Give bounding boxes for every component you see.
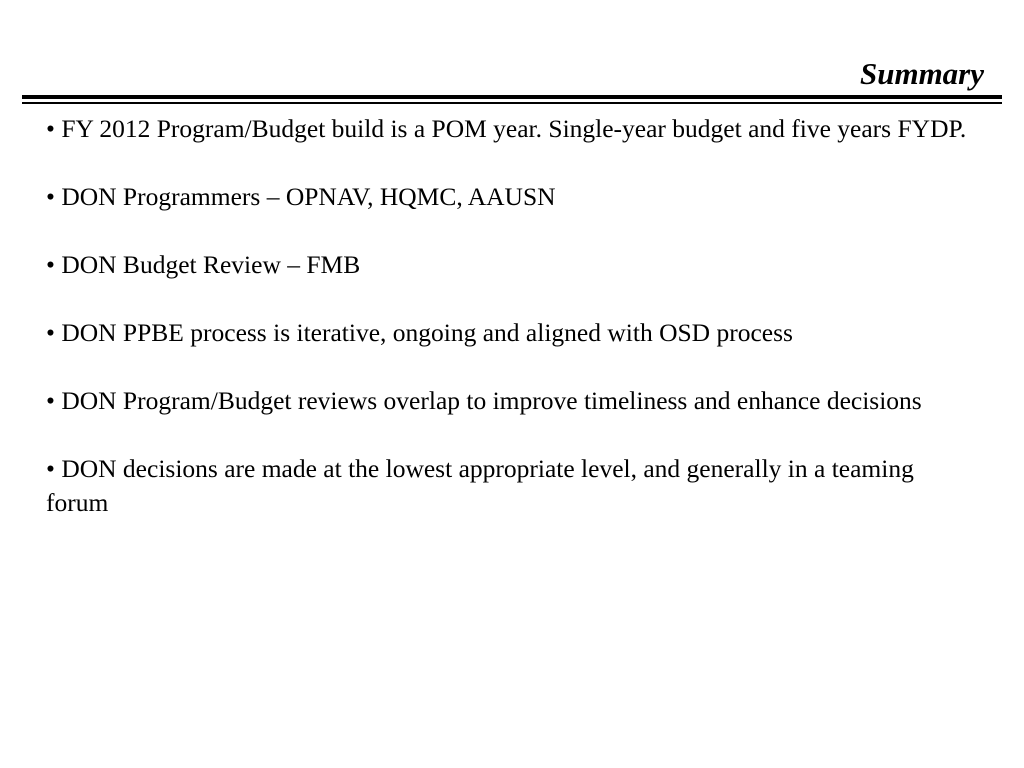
bullet-marker: •	[46, 318, 55, 347]
bullet-marker: •	[46, 182, 55, 211]
bullet-item	[46, 180, 976, 214]
bullet-item	[46, 452, 976, 520]
bullet-marker: •	[46, 386, 55, 415]
bullet-item	[46, 112, 976, 146]
bullet-list	[46, 112, 976, 520]
bullet-item	[46, 384, 976, 418]
bullet-marker: •	[46, 114, 55, 143]
bullet-text: DON Budget Review – FMB	[61, 250, 361, 279]
slide-title: Summary	[859, 56, 984, 91]
bullet-marker: •	[46, 454, 55, 483]
title-divider-thick	[22, 95, 1002, 99]
bullet-marker: •	[46, 250, 55, 279]
bullet-text: DON Programmers – OPNAV, HQMC, AAUSN	[61, 182, 556, 211]
title-divider-thin	[22, 102, 1002, 104]
bullet-text: DON decisions are made at the lowest appropriate level, and generally in a teaming forum	[46, 454, 914, 517]
bullet-text: DON PPBE process is iterative, ongoing and aligned with OSD process	[61, 318, 793, 347]
bullet-text: FY 2012 Program/Budget build is a POM year. Single-year budget and five years FYDP.	[61, 114, 967, 143]
bullet-item	[46, 316, 976, 350]
bullet-text: DON Program/Budget reviews overlap to improve timeliness and enhance decisions	[61, 386, 922, 415]
bullet-item	[46, 248, 976, 282]
